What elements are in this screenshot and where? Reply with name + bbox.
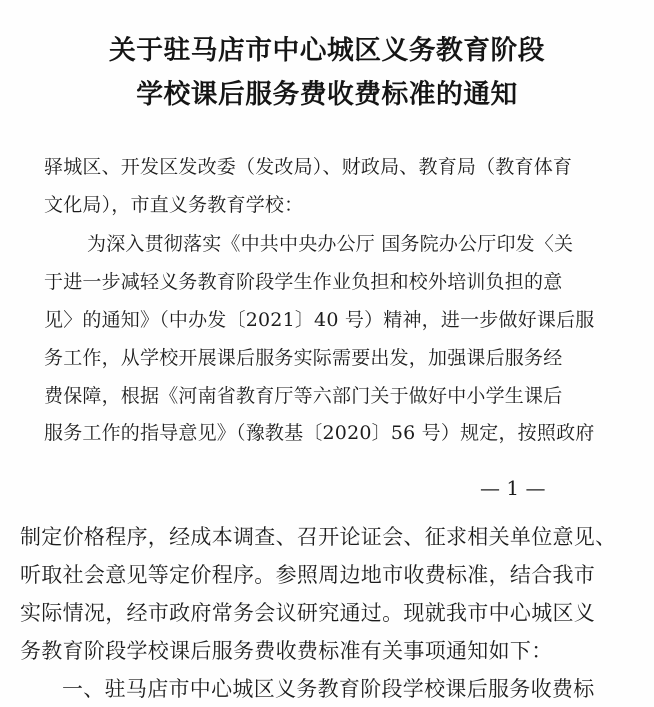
body-line: 服务工作的指导意见》（豫教基〔2020〕56 号）规定，按照政府 bbox=[44, 422, 595, 444]
body-line: 于进一步减轻义务教育阶段学生作业负担和校外培训负担的意 bbox=[44, 271, 563, 293]
body-line: 文化局），市直义务教育学校： bbox=[44, 194, 304, 216]
body-line: 为深入贯彻落实《中共中央办公厅 国务院办公厅印发〈关 bbox=[87, 233, 574, 255]
document-title-line-2: 学校课后服务费收费标准的通知 bbox=[136, 79, 518, 110]
body-line: 见〉的通知》（中办发〔2021〕40 号）精神，进一步做好课后服 bbox=[44, 309, 595, 331]
body-line: 一、驻马店市中心城区义务教育阶段学校课后服务收费标 bbox=[62, 677, 595, 701]
body-line: 听取社会意见等定价程序。参照周边地市收费标准，结合我市 bbox=[20, 563, 596, 587]
body-line: 务工作，从学校开展课后服务实际需要出发，加强课后服务经 bbox=[44, 347, 563, 369]
body-line: 费保障，根据《河南省教育厅等六部门关于做好中小学生课后 bbox=[44, 385, 563, 407]
body-line: 实际情况，经市政府常务会议研究通过。现就我市中心城区义 bbox=[20, 601, 596, 625]
body-line: 制定价格程序，经成本调查、召开论证会、征求相关单位意见、 bbox=[20, 525, 617, 549]
body-line: 驿城区、开发区发改委（发改局）、财政局、教育局（教育体育 bbox=[44, 156, 573, 178]
page-number: — 1 — bbox=[480, 476, 546, 500]
document-title-line-1: 关于驻马店市中心城区义务教育阶段 bbox=[108, 35, 545, 66]
body-line: 务教育阶段学校课后服务费收费标准有关事项通知如下： bbox=[20, 639, 553, 663]
